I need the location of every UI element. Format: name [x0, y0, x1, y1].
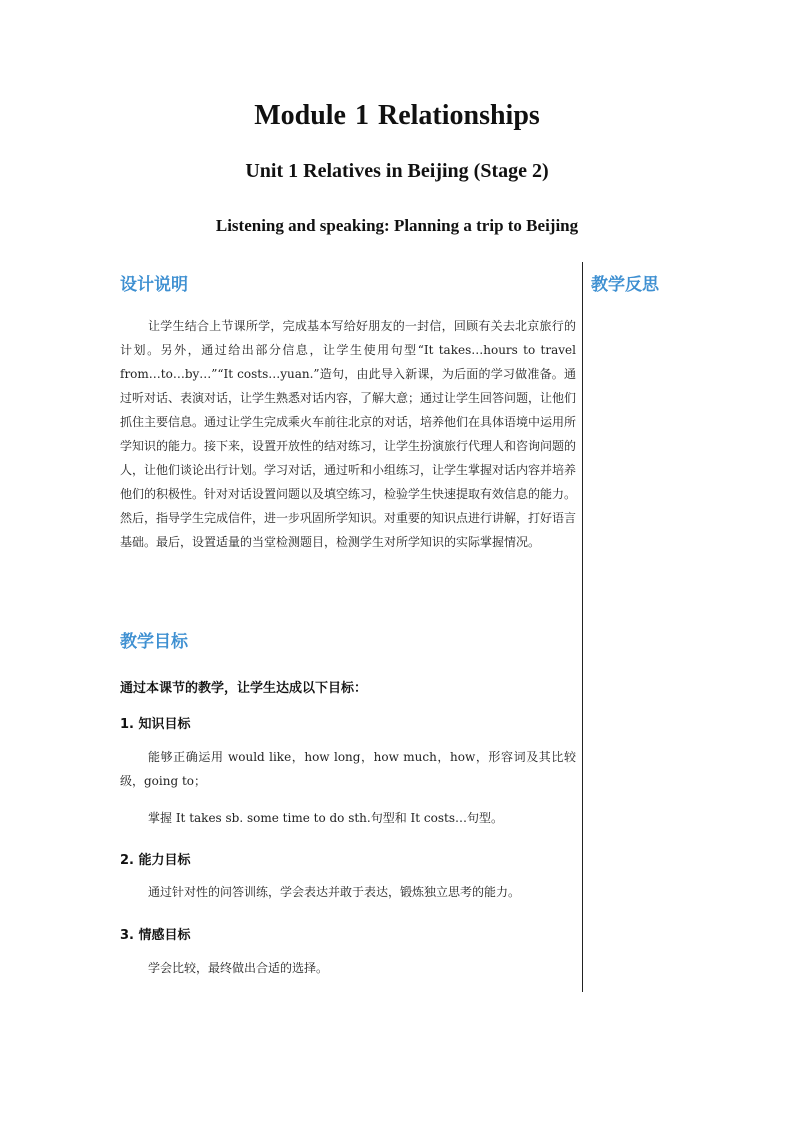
knowledge-goal-item: 掌握 It takes sb. some time to do sth.句型和 It costs…句型。 [148, 811, 503, 825]
goals-intro: 通过本课节的教学，让学生达成以下目标： [120, 681, 368, 696]
emotion-goal-title: 3. 情感目标 [120, 928, 191, 943]
column-divider [582, 262, 583, 992]
unit-title: Unit 1 Relatives in Beijing (Stage 2) [245, 160, 549, 182]
reflection-heading: 教学反思 [591, 275, 659, 295]
emotion-goal-item: 学会比较，最终做出合适的选择。 [148, 961, 329, 975]
goals-heading: 教学目标 [120, 632, 188, 652]
design-paragraph: 让学生结合上节课所学，完成基本写给好朋友的一封信，回顾有关去北京旅行的计划。另外，通过给出部分信息，让学生使用句型“It takes…hours to travel from…to…by…”“It costs…yuan.”造句，由此导入新课，为后面的学习做准备。通过听对话、表演对话，让学生熟悉对话内容，了解大意；通过让学生回答问题，让他们抓住主要信息。通过让学生完成乘火车前往北京的对话，培养他们在具体语境中运用所学知识的能力。接下来，设置开放性的结对练习，让学生扮演旅行代理人和咨询问题的人，让他们谈论出行计划。学习对话，通过听和小组练习，让学生掌握对话内容并培养他们的积极性。针对对话设置问题以及填空练习，检验学生快速提取有效信息的能力。然后，指导学生完成信件，进一步巩固所学知识。对重要的知识点进行讲解，打好语言基础。最后，设置适量的当堂检测题目，检测学生对所学知识的实际掌握情况。 [120, 319, 577, 549]
ability-goal-item: 通过针对性的问答训练，学会表达并敢于表达，锻炼独立思考的能力。 [148, 885, 521, 899]
lesson-title: Listening and speaking: Planning a trip to Beijing [215, 216, 579, 235]
module-title: Module 1 Relationships [254, 100, 540, 131]
knowledge-goal-item: 能够正确运用 would like，how long，how much，how，形容词及其比较级，going to； [120, 750, 576, 788]
knowledge-goal-title: 1. 知识目标 [120, 717, 191, 732]
design-heading: 设计说明 [120, 275, 188, 295]
ability-goal-title: 2. 能力目标 [120, 853, 191, 868]
